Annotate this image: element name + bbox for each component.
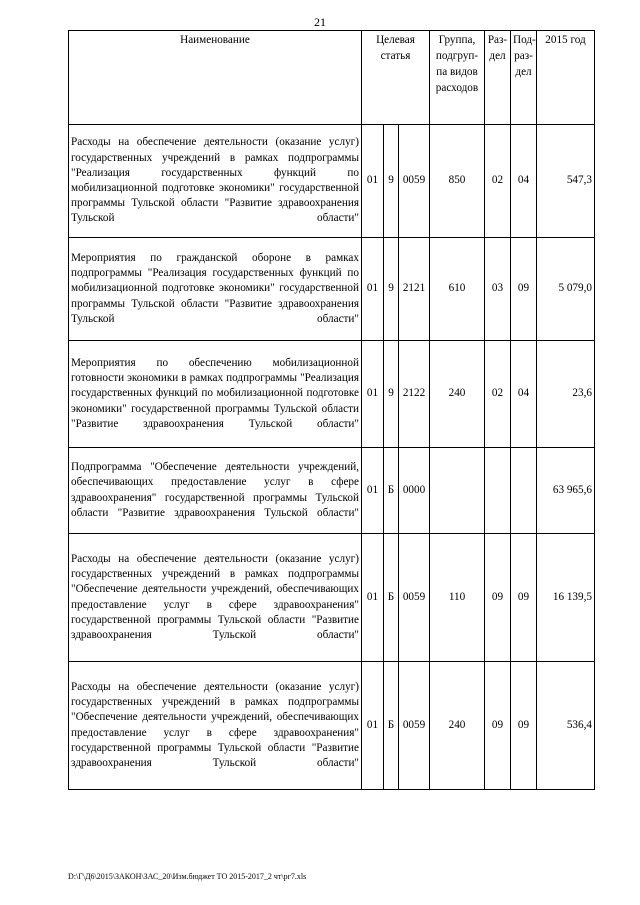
row-section — [485, 448, 511, 534]
header-group: Группа, подгруп-па видов расходов — [430, 31, 485, 125]
row-subsection: 04 — [511, 125, 537, 238]
row-amount: 16 139,5 — [537, 534, 595, 662]
row-amount: 536,4 — [537, 662, 595, 790]
row-group: 110 — [430, 534, 485, 662]
row-section: 09 — [485, 534, 511, 662]
row-code-b: 9 — [384, 125, 399, 238]
row-section: 09 — [485, 662, 511, 790]
row-amount: 23,6 — [537, 341, 595, 448]
table-row — [69, 448, 595, 534]
row-code-c: 0000 — [399, 448, 430, 534]
table-row — [69, 238, 595, 341]
row-code-c: 2121 — [399, 238, 430, 341]
row-code-c: 0059 — [399, 125, 430, 238]
table-row — [69, 534, 595, 662]
page-number: 21 — [314, 15, 326, 29]
row-code-a: 01 — [362, 341, 384, 448]
row-code-c: 2122 — [399, 341, 430, 448]
row-code-c: 0059 — [399, 662, 430, 790]
header-year: 2015 год — [537, 31, 595, 125]
row-subsection: 04 — [511, 341, 537, 448]
row-code-a: 01 — [362, 534, 384, 662]
table-row — [69, 125, 595, 238]
row-code-b: Б — [384, 448, 399, 534]
row-subsection: 09 — [511, 662, 537, 790]
row-code-b: 9 — [384, 341, 399, 448]
row-code-b: Б — [384, 534, 399, 662]
header-section: Раз-дел — [485, 31, 511, 125]
row-code-a: 01 — [362, 448, 384, 534]
row-name: Мероприятия по гражданской обороне в рамках подпрограммы "Реализация государственных функций по мобилизационной подготовке экономики" государственной программы Тульской области "Развитие здравоохранения Тульской области" — [69, 238, 362, 341]
table-row — [69, 662, 595, 790]
header-subsection: Под-раз-дел — [511, 31, 537, 125]
budget-table — [68, 30, 595, 790]
row-group — [430, 448, 485, 534]
table-header-row — [69, 31, 595, 125]
row-group: 240 — [430, 662, 485, 790]
table-row — [69, 341, 595, 448]
row-name: Подпрограмма "Обеспечение деятельности учреждений, обеспечивающих предоставление услуг в сфере здравоохранения" государственной программы Тульской области "Развитие здравоохранения Тульской области" — [69, 448, 362, 534]
row-amount: 5 079,0 — [537, 238, 595, 341]
row-subsection: 09 — [511, 238, 537, 341]
row-name: Расходы на обеспечение деятельности (оказание услуг) государственных учреждений в рамках подпрограммы "Реализация государственных функций по мобилизационной подготовке экономики" государственной программы Тульской области "Развитие здравоохранения Тульской области" — [69, 125, 362, 238]
row-amount: 547,3 — [537, 125, 595, 238]
row-code-b: Б — [384, 662, 399, 790]
row-code-a: 01 — [362, 662, 384, 790]
row-name: Расходы на обеспечение деятельности (оказание услуг) государственных учреждений в рамках подпрограммы "Обеспечение деятельности учреждений, обеспечивающих предоставление услуг в сфере здравоохранения" государственной программы Тульской области "Развитие здравоохранения Тульской области" — [69, 534, 362, 662]
row-subsection: 09 — [511, 534, 537, 662]
row-name: Расходы на обеспечение деятельности (оказание услуг) государственных учреждений в рамках подпрограммы "Обеспечение деятельности учреждений, обеспечивающих предоставление услуг в сфере здравоохранения" государственной программы Тульской области "Развитие здравоохранения Тульской области" — [69, 662, 362, 790]
row-amount: 63 965,6 — [537, 448, 595, 534]
row-code-a: 01 — [362, 125, 384, 238]
file-path-footer: D:\Г\Д6\2015\ЗАКОН\ЗАС_20\Изм.бюджет ТО 2015-2017_2 чт\рг7.xls — [68, 872, 307, 881]
row-group: 610 — [430, 238, 485, 341]
row-code-c: 0059 — [399, 534, 430, 662]
header-target-article: Целевая статья — [362, 31, 430, 125]
row-section: 02 — [485, 125, 511, 238]
header-name: Наименование — [69, 31, 362, 125]
row-section: 02 — [485, 341, 511, 448]
row-name: Мероприятия по обеспечению мобилизационной готовности экономики в рамках подпрограммы "Реализация государственных функций по мобилизационной подготовке экономики" государственной программы Тульской области "Развитие здравоохранения Тульской области" — [69, 341, 362, 448]
row-section: 03 — [485, 238, 511, 341]
row-subsection — [511, 448, 537, 534]
row-code-a: 01 — [362, 238, 384, 341]
row-code-b: 9 — [384, 238, 399, 341]
row-group: 240 — [430, 341, 485, 448]
row-group: 850 — [430, 125, 485, 238]
